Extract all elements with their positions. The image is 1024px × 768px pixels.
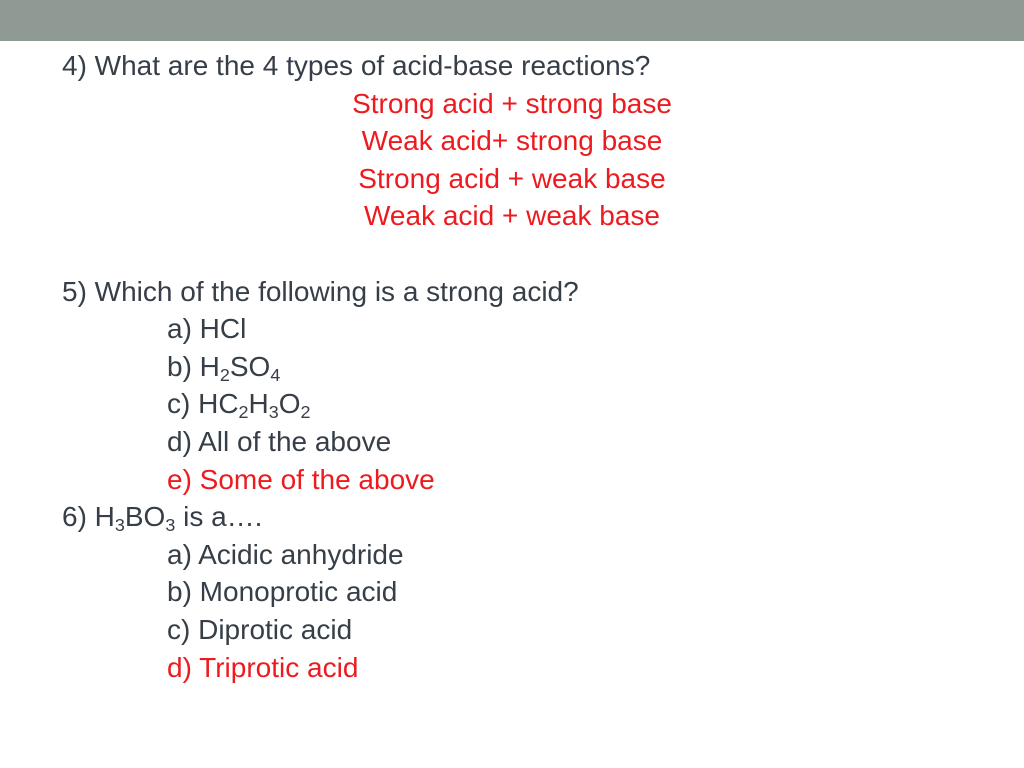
text-segment: O	[278, 388, 301, 420]
slide-body	[0, 47, 1024, 686]
text-segment: d) All of the above	[167, 425, 392, 457]
q6-option-c	[0, 611, 1024, 649]
q4-answer-4	[0, 197, 1024, 235]
q6-option-d	[0, 649, 1024, 687]
q4-answer-3	[0, 160, 1024, 198]
text-segment: 6) H	[62, 501, 115, 533]
q4-answer-1	[0, 85, 1024, 123]
text-segment: d) Triprotic acid	[167, 651, 359, 683]
question-5	[0, 273, 1024, 311]
text-segment: Weak acid + weak base	[364, 200, 660, 232]
q4-answer-2	[0, 122, 1024, 160]
text-segment: b) Monoprotic acid	[167, 576, 398, 608]
q5-option-e	[0, 461, 1024, 499]
q5-option-c	[0, 385, 1024, 423]
subscript-text: 2	[238, 402, 249, 423]
subscript-text: 2	[300, 402, 311, 423]
q5-option-b	[0, 348, 1024, 386]
subscript-text: 4	[270, 364, 281, 385]
question-6	[0, 498, 1024, 536]
subscript-text: 2	[219, 364, 230, 385]
q5-option-d	[0, 423, 1024, 461]
text-segment: H	[248, 388, 269, 420]
text-segment: c) Diprotic acid	[167, 613, 353, 645]
text-segment: c) HC	[167, 388, 239, 420]
text-segment: a) Acidic anhydride	[167, 538, 404, 570]
text-segment: e) Some of the above	[167, 463, 435, 495]
text-segment: b) H	[167, 350, 220, 382]
text-segment: 5) Which of the following is a strong acid?	[62, 275, 579, 307]
text-segment: BO	[124, 501, 166, 533]
q6-option-b	[0, 573, 1024, 611]
spacer-line	[0, 235, 1024, 273]
text-segment: Strong acid + weak base	[358, 162, 666, 194]
text-segment: Strong acid + strong base	[352, 87, 672, 119]
q6-option-a	[0, 536, 1024, 574]
subscript-text: 3	[114, 515, 125, 536]
text-segment: 4) What are the 4 types of acid-base reactions?	[62, 50, 651, 81]
subscript-text: 3	[268, 402, 279, 423]
q5-option-a	[0, 310, 1024, 348]
question-4	[0, 47, 1024, 85]
text-segment: SO	[229, 350, 271, 382]
subscript-text: 3	[165, 515, 176, 536]
slide-header-bar	[0, 0, 1024, 41]
text-segment: a) HCl	[167, 313, 247, 345]
text-segment: Weak acid+ strong base	[361, 125, 663, 157]
text-segment: is a….	[175, 501, 263, 533]
